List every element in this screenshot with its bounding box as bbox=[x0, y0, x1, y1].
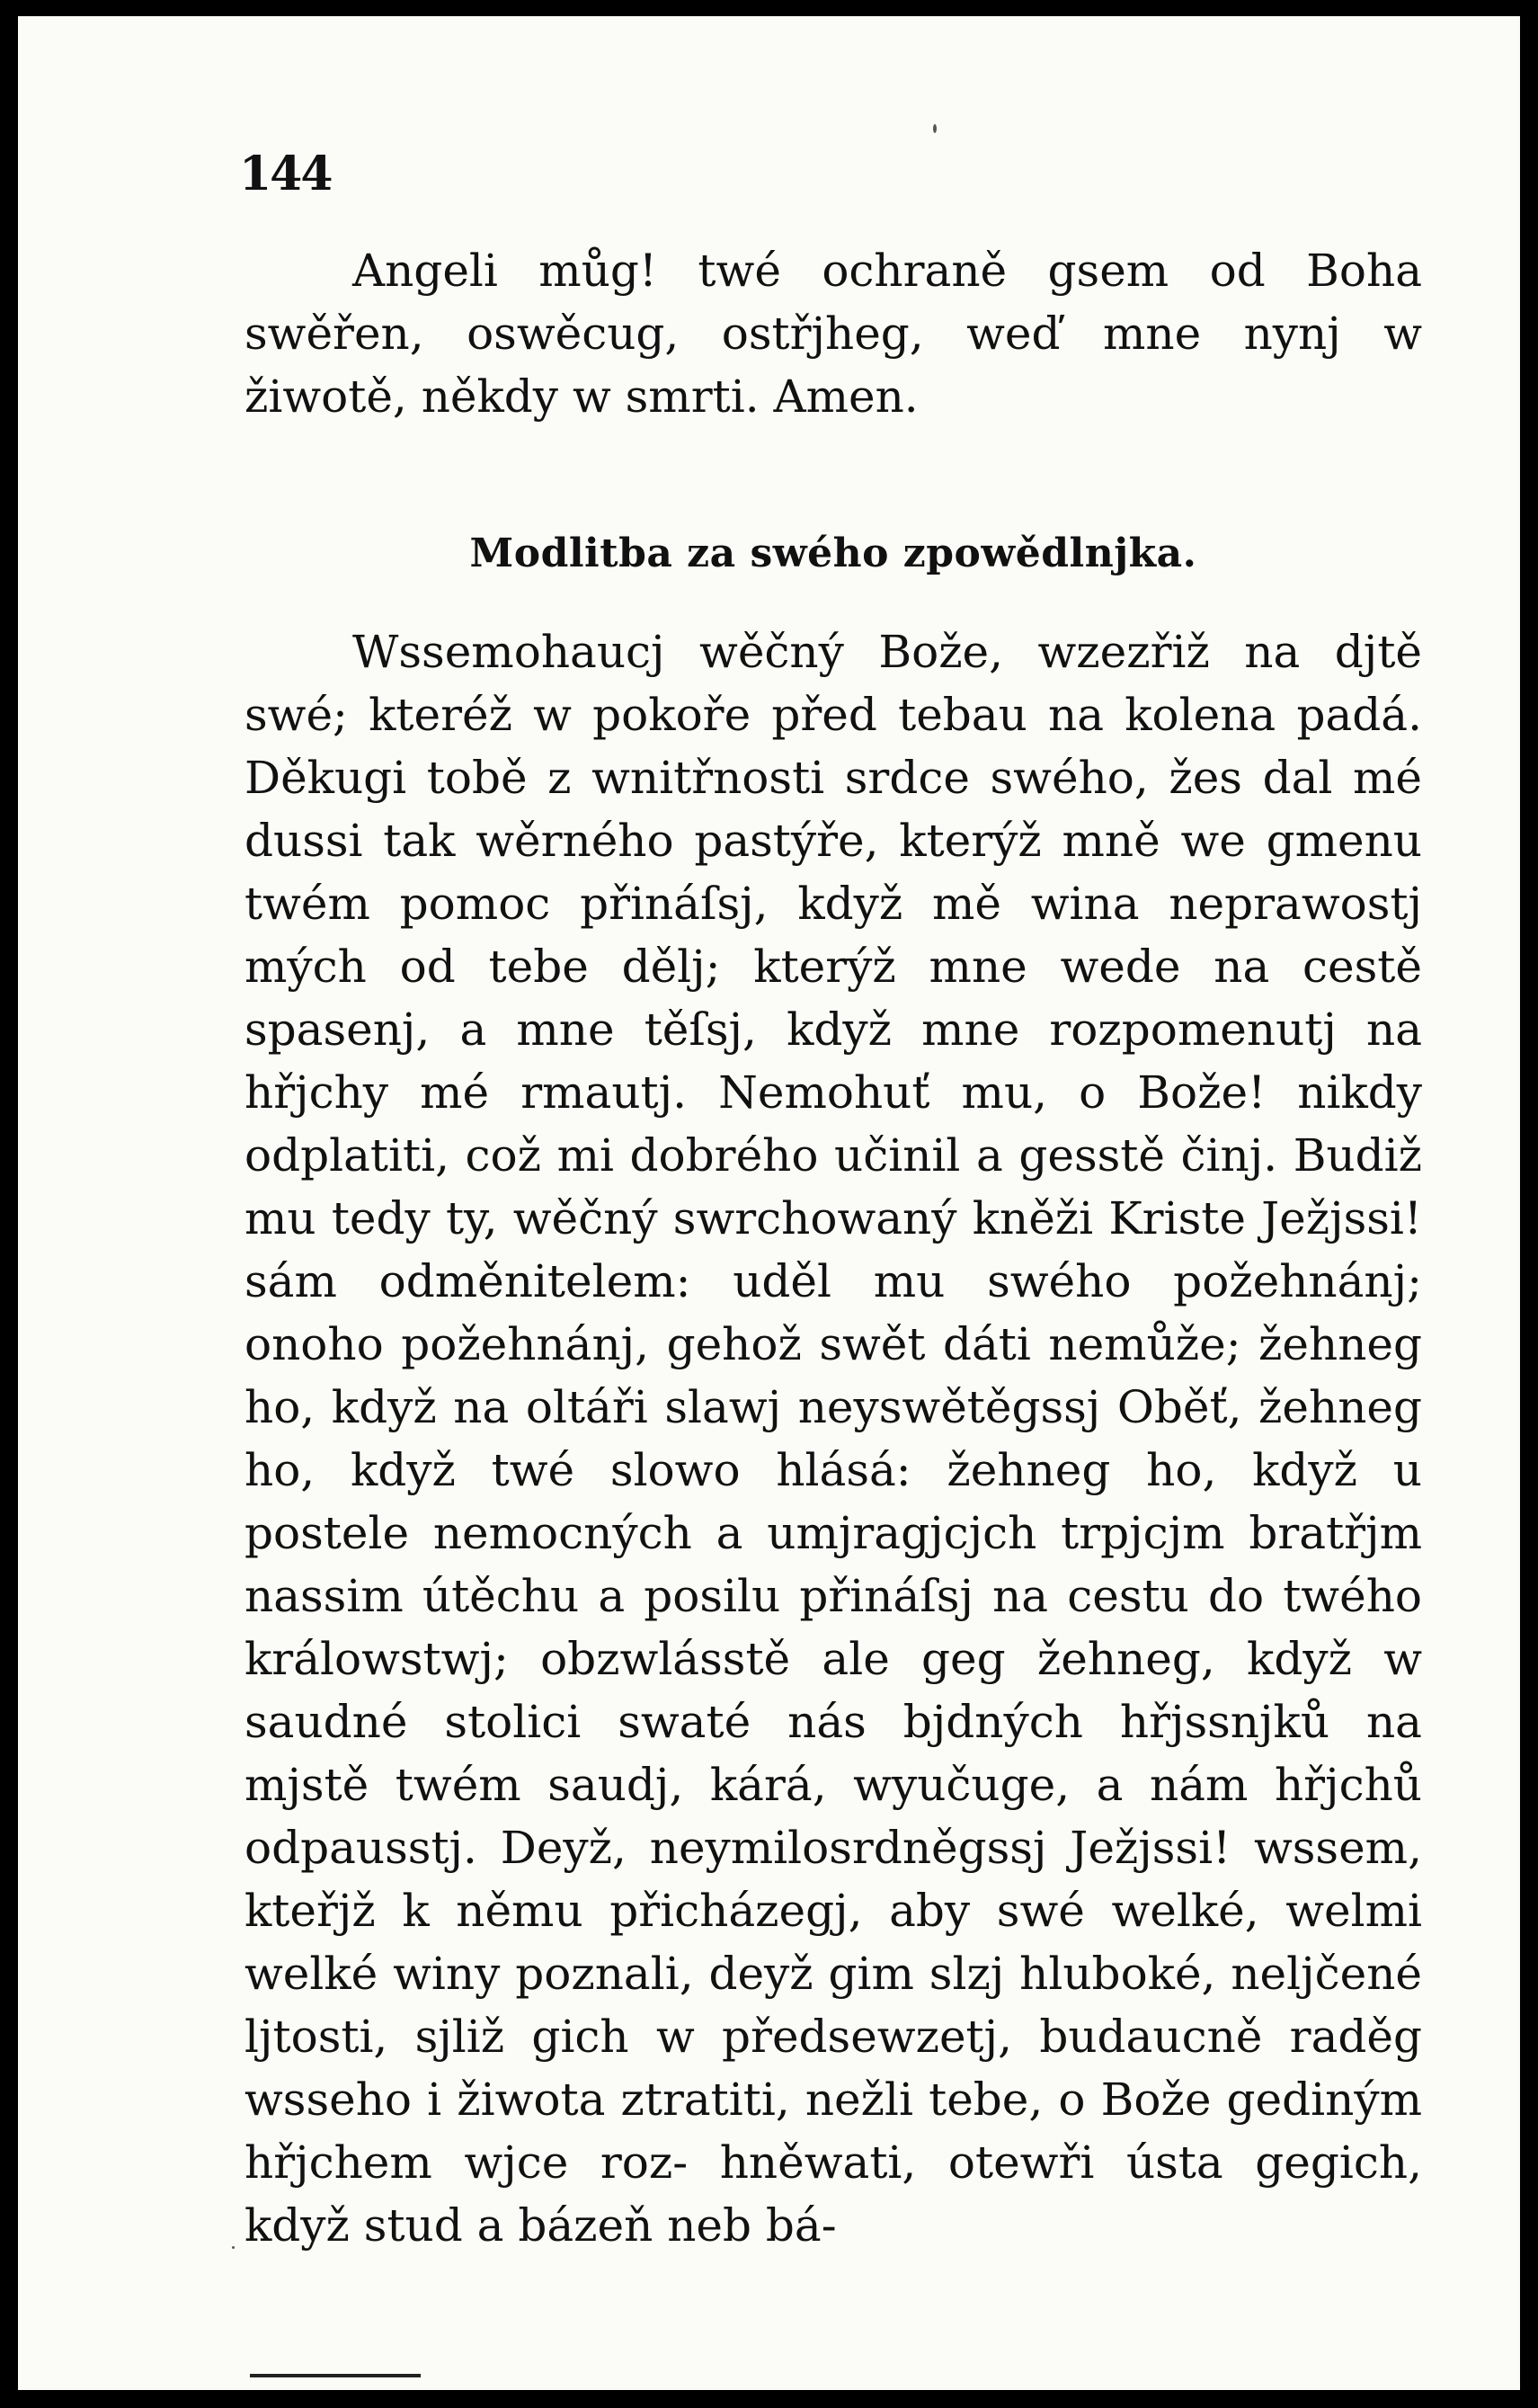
paper-speck bbox=[933, 124, 937, 133]
page-content bbox=[239, 147, 1422, 2257]
prayer-body-paragraph: Wssemohaucj wěčný Bože, wzezřiž na djtě swé; kteréž w pokoře před tebau na kolena padá. Děkugi tobě z wnitřnosti srdce swého, žes dal mé dussi tak wěrného pastýře, kterýž mně we gmenu twém pomoc přináſsj, když mě wina neprawostj mých od tebe dělj; kterýž mne wede na cestě spasenj, a mne těſsj, když mne rozpomenutj na hřjchy mé rmautj. Nemohuť mu, o Bože! nikdy odplatiti, což mi dobrého učinil a gesstě činj. Budiž mu tedy ty, wěčný swrchowaný kněži Kriste Ježjssi! sám odměnitelem: uděl mu swého požehnánj; onoho požehnánj, gehož swět dáti nemůže; žehneg ho, když na oltáři slawj neyswětěgssj Oběť, žehneg ho, když twé slowo hlásá: žehneg ho, když u postele nemocných a umjragjcjch trpjcjm bratřjm nassim útěchu a posilu přináſsj na cestu do twého králowstwj; obzwlásstě ale geg žehneg, když w saudné stolici swaté nás bjdných hřjssnjků na mjstě twém saudj, kárá, wyučuge, a nám hřjchů odpausstj. Deyž, neymilosrdněgssj Ježjssi! wssem, kteřjž k němu přicházegj, aby swé welké, welmi welké winy poznali, deyž gim slzj hluboké, neljčené ljtosti, sjliž gich w předsewzetj, budaucně raděg wsseho i žiwota ztratiti, nežli tebe, o Bože gediným hřjchem wjce roz- hněwati, otewři ústa gegich, když stud a bázeň neb bá- bbox=[244, 626, 1422, 2252]
footer-rule bbox=[250, 2374, 421, 2377]
paper-speck bbox=[232, 2246, 235, 2249]
closing-prayer-paragraph: Angeli můg! twé ochraně gsem od Boha swěřen, oswěcug, ostřjheg, weď mne nynj w žiwotě, někdy w smrti. Amen. bbox=[244, 245, 1422, 423]
page-number: 144 bbox=[239, 147, 332, 201]
book-page bbox=[18, 16, 1520, 2390]
prayer-heading: Modlitba za swého zpowědlnjka. bbox=[469, 531, 1197, 576]
